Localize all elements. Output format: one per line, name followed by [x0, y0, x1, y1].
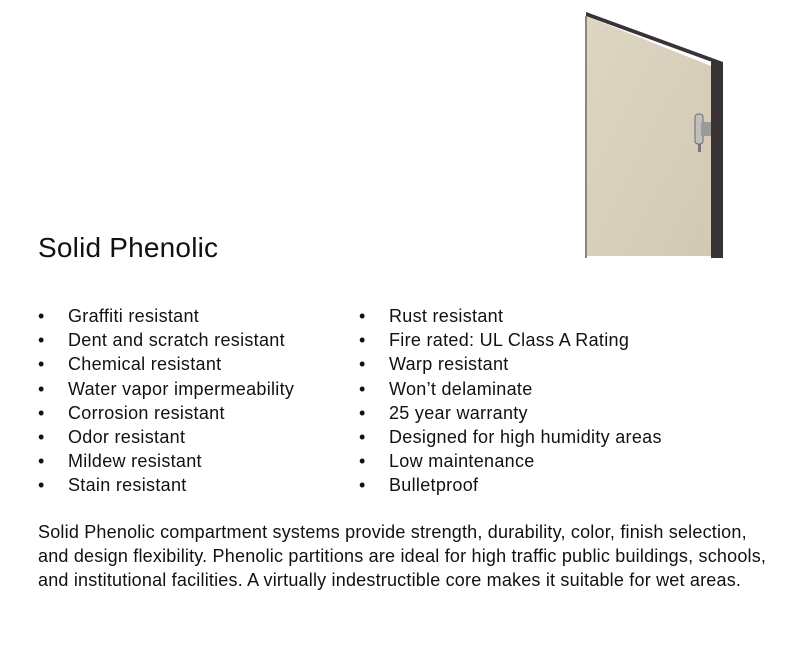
bullet: •: [38, 378, 45, 399]
description-paragraph: Solid Phenolic compartment systems provide strength, durability, color, finish selection, and design flexibility. Phenolic partitions are ideal for high traffic public buildings, schools, and institutional facilities. A virtually indestructible core makes it suitable for wet areas.: [38, 522, 767, 591]
bullet: •: [359, 378, 366, 399]
bullet: •: [38, 354, 45, 375]
panel-side-edge: [711, 62, 723, 258]
bullet: •: [359, 330, 366, 351]
bullet: •: [359, 402, 366, 423]
bullet: •: [38, 306, 45, 326]
bullet: •: [359, 426, 366, 447]
phenolic-panel-illustration: [583, 12, 725, 258]
bullet: •: [38, 330, 45, 351]
bullet: •: [38, 475, 45, 496]
bullet: •: [359, 475, 366, 496]
bullet: •: [359, 354, 366, 375]
bullet: •: [38, 451, 45, 472]
product-image: [583, 12, 725, 258]
bullet: •: [359, 451, 366, 472]
panel-left-edge: [585, 16, 587, 258]
bullet: •: [359, 306, 366, 326]
page-title: Solid Phenolic: [38, 232, 219, 263]
bullet: •: [38, 402, 45, 423]
bullet: •: [38, 426, 45, 447]
